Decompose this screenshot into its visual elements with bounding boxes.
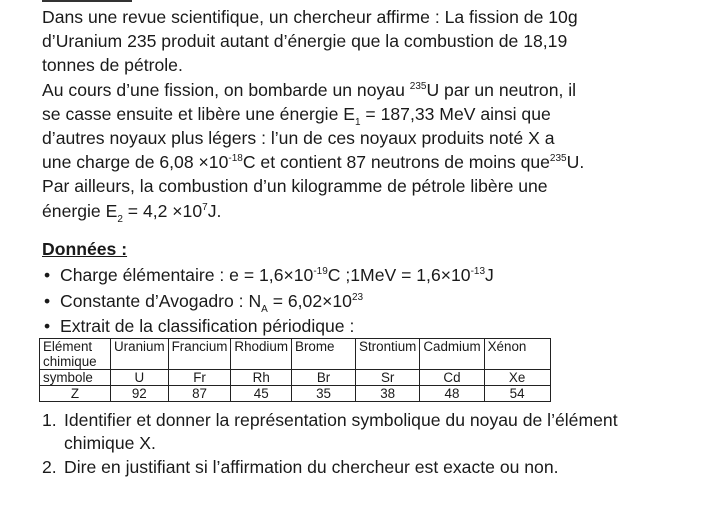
table-cell: Rhodium xyxy=(231,339,292,370)
intro-paragraph xyxy=(42,5,712,223)
intro-line: tonnes de pétrole. xyxy=(42,55,183,76)
table-cell: 92 xyxy=(111,386,169,402)
question-item xyxy=(42,409,682,456)
table-cell: U xyxy=(111,370,169,386)
intro-line: d’autres noyaux plus légers : l’un de ces noyaux produits noté X a xyxy=(42,128,555,149)
intro-line: d’Uranium 235 produit autant d’énergie que la combustion de 18,19 xyxy=(42,31,568,52)
question-number: 2. xyxy=(42,456,57,477)
intro-line: une charge de $6,08 \times 10^{-18}C$ et contient 87 neutrons de moins que$^{235}$U. xyxy=(42,152,585,173)
question-text: Identifier et donner la représentation symbolique du noyau de l’élément chimique X. xyxy=(64,410,618,454)
table-row-z xyxy=(40,386,551,402)
table-cell: 35 xyxy=(292,386,356,402)
table-cell: 87 xyxy=(168,386,231,402)
top-rule xyxy=(42,0,132,2)
table-cell: Uranium xyxy=(111,339,169,370)
table-row-symbole xyxy=(40,370,551,386)
table-cell: Cadmium xyxy=(420,339,484,370)
question-text: Dire en justifiant si l’affirmation du chercheur est exacte ou non. xyxy=(64,456,559,477)
table-cell: symbole xyxy=(40,370,111,386)
data-item-charge: • Charge élémentaire : $e = 1,6\times 10^{-19}C$ ;1MeV = $1,6\times 10^{-13}J$ xyxy=(42,263,702,289)
table-cell: 48 xyxy=(420,386,484,402)
table-cell: Fr xyxy=(168,370,231,386)
table-cell: 38 xyxy=(356,386,420,402)
questions-list xyxy=(42,409,682,479)
table-cell: Xe xyxy=(484,370,550,386)
table-cell: Francium xyxy=(168,339,231,370)
intro-line: se casse ensuite et libère une énergie $E_1 = 187,33$ MeV ainsi que xyxy=(42,103,551,128)
table-cell: Strontium xyxy=(356,339,420,370)
question-number: 1. xyxy=(42,410,57,430)
table-cell: Rh xyxy=(231,370,292,386)
table-cell: 45 xyxy=(231,386,292,402)
intro-line: Au cours d’une fission, on bombarde un noyau $^{235}$U par un neutron, il xyxy=(42,79,577,100)
question-item xyxy=(42,456,682,479)
table-cell: Z xyxy=(40,386,111,402)
intro-line: Par ailleurs, la combustion d’un kilogramme de pétrole libère une xyxy=(42,176,548,197)
donnees-heading: Données : xyxy=(42,239,128,259)
data-item-avogadro: • Constante d’Avogadro : $N_A = 6,02\times 10^{23}$ xyxy=(42,289,702,315)
table-cell: 54 xyxy=(484,386,550,402)
table-cell: Br xyxy=(292,370,356,386)
table-cell: Cd xyxy=(420,370,484,386)
periodic-table-extract xyxy=(39,338,551,402)
table-row-element xyxy=(40,339,551,370)
table-cell: Xénon xyxy=(484,339,550,370)
data-item-classification: • Extrait de la classification périodique : xyxy=(42,314,702,340)
table-cell: Elément chimique xyxy=(40,339,111,370)
intro-line: énergie $E_2 = 4,2 \times 10^7J$. xyxy=(42,200,222,225)
intro-line: Dans une revue scientifique, un chercheur affirme : La fission de 10g xyxy=(42,7,578,27)
data-list xyxy=(42,263,702,340)
table-cell: Sr xyxy=(356,370,420,386)
table-cell: Brome xyxy=(292,339,356,370)
